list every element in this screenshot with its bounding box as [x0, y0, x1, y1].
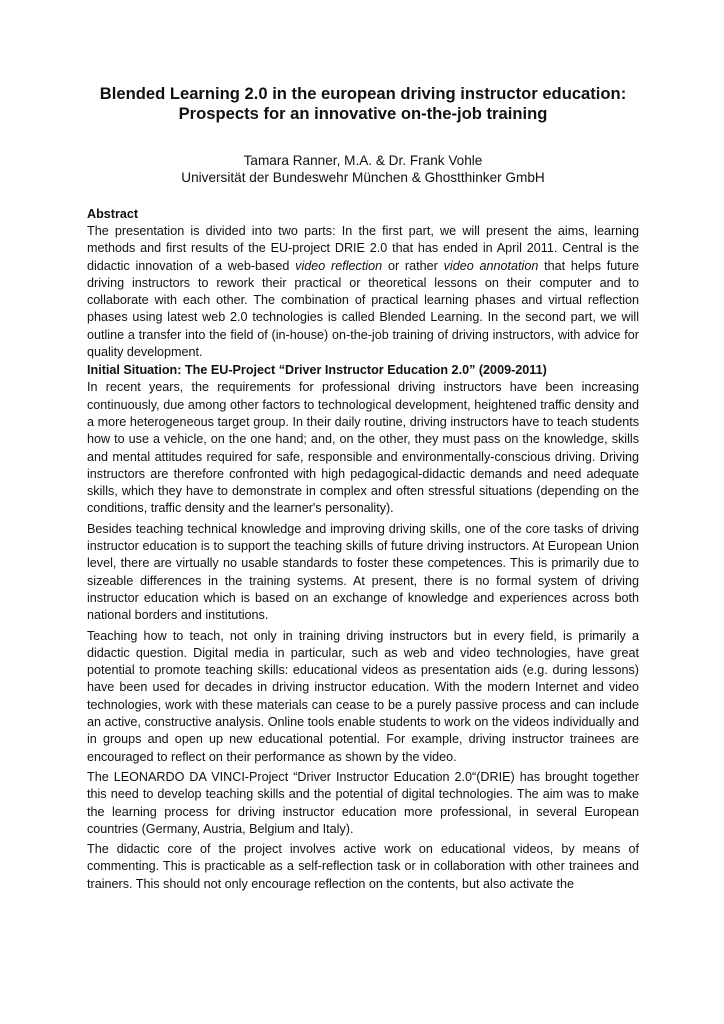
abstract-paragraph — [87, 223, 639, 361]
author-block — [87, 152, 639, 186]
abstract-emphasis-1: video reflection — [295, 258, 383, 273]
title-line-1: Blended Learning 2.0 in the european driving instructor education: — [99, 84, 627, 103]
abstract-text-3: that helps future driving instructors to rework their practical or theoretical lessons on their computer and to collaborate with each other. The combination of practical learning phases and virtual reflection phases using latest web 2.0 technologies is called Blended Learning. In the second part, we will outline a transfer into the field of (in-house) on-the-job training of driving instructors, with advice for quality development. — [87, 258, 639, 360]
paragraph-5: The didactic core of the project involves active work on educational videos, by means of commenting. This is practicable as a self-reflection task or in collaboration with other trainees and trainers. This should not only encourage reflection on the contents, but also activate the — [87, 842, 639, 891]
initial-situation-heading: Initial Situation: The EU-Project “Driver Instructor Education 2.0” (2009-2011) — [87, 363, 547, 378]
abstract-text-2: or rather — [382, 258, 444, 273]
abstract-heading: Abstract — [87, 207, 139, 221]
author-names: Tamara Ranner, M.A. & Dr. Frank Vohle — [243, 153, 483, 168]
author-affiliation: Universität der Bundeswehr München & Ghostthinker GmbH — [181, 170, 545, 185]
abstract-emphasis-2: video annotation — [443, 258, 539, 273]
paragraph-3: Teaching how to teach, not only in training driving instructors but in every field, is primarily a didactic question. Digital media in particular, such as web and video technologies, have great potential to promote teaching skills: educational videos as presentation aids (e.g. during lessons) have been used for decades in driving instructor education. With the modern Internet and video technologies, work with these materials can cease to be a purely passive process and can include an active, constructive analysis. Online tools enable students to work on the videos individually and in groups and open up new educational potential. For example, driving instructor trainees are encouraged to reflect on their performance as shown by the video. — [87, 628, 639, 764]
paper-page — [87, 84, 639, 893]
abstract-text-1: The presentation is divided into two parts: In the first part, we will present the aims, learning methods and first results of the EU-project DRIE 2.0 that has ended in April 2011. Central is the didactic innovation of a web-based — [87, 224, 639, 273]
paragraph-4: The LEONARDO DA VINCI-Project “Driver Instructor Education 2.0“(DRIE) has brought together this need to develop teaching skills and the potential of digital technologies. The aim was to make the learning process for driving instructor education more professional, in several European countries (Germany, Austria, Belgium and Italy). — [87, 769, 639, 836]
paragraph-1: In recent years, the requirements for professional driving instructors have been increasing continuously, due among other factors to technological development, heightened traffic density and a more heterogeneous target group. In their daily routine, driving instructors have to teach students how to use a vehicle, on the one hand; and, on the other, they must pass on the knowledge, skills and mental attitudes required for safe, responsible and environmentally-conscious driving. Driving instructors are therefore confronted with high pedagogical-didactic demands and need adequate skills, which they have to demonstrate in complex and often stressful situations (depending on the conditions, traffic density and the learner's personality). — [87, 380, 639, 516]
title-line-2: Prospects for an innovative on-the-job training — [178, 104, 548, 123]
paper-title — [87, 84, 639, 124]
paragraph-2: Besides teaching technical knowledge and improving driving skills, one of the core tasks of driving instructor education is to support the teaching skills of future driving instructors. At European Union level, there are virtually no usable standards to foster these competences. This is primarily due to sizeable differences in the training systems. At present, there is no formal system of driving instructor education which is based on an exchange of knowledge and experiences across both national borders and institutions. — [87, 521, 639, 623]
